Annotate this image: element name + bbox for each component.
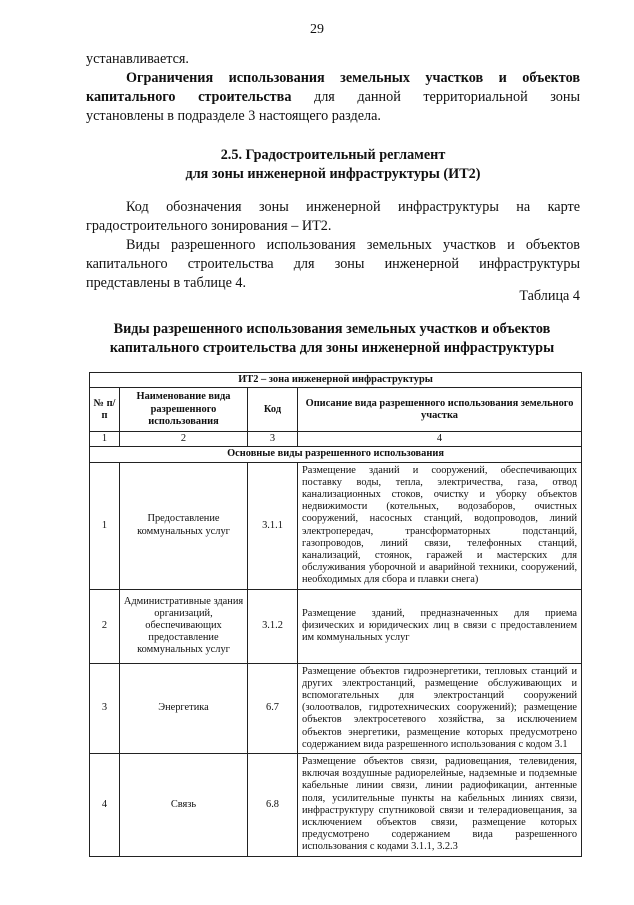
- row-name: Административные здания организаций, обеспечивающих предоставление коммунальных услуг: [120, 589, 248, 663]
- section-title-line-1: 2.5. Градостроительный регламент: [220, 147, 446, 163]
- restrictions-line-3: установлены в подразделе 3 настоящего раздела.: [86, 108, 381, 124]
- col-number: 1: [90, 432, 120, 447]
- row-code: 3.1.2: [248, 589, 298, 663]
- section-title-line-2: для зоны инженерной инфраструктуры (ИТ2): [185, 166, 481, 182]
- section-title: [86, 146, 580, 184]
- row-desc: Размещение зданий, предназначенных для приема физических и юридических лиц в связи с предоставлением им коммунальных услуг: [298, 589, 582, 663]
- restrictions-bold-part: капитального строительства: [86, 89, 292, 105]
- restrictions-line-2: [86, 88, 580, 107]
- permitted-uses-table: [89, 372, 582, 857]
- table-title-line-2: капитального строительства для зоны инженерной инфраструктуры: [109, 340, 555, 356]
- row-code: 6.7: [248, 663, 298, 753]
- row-desc: Размещение объектов связи, радиовещания, телевидения, включая воздушные радиорелейные, надземные и подземные кабельные линии связи, линии радиофикации, антенные поля, усилительные пункты на кабельных линиях связи, инфраструктуру спутниковой связи и телерадиовещания, за исключением объектов связи, размещение которых предусмотрено содержанием вида разрешенного использования с кодами 3.1.1, 3.2.3: [298, 754, 582, 857]
- col-header-desc: Описание вида разрешенного использования земельного участка: [298, 388, 582, 432]
- code-line-2: градостроительного зонирования – ИТ2.: [86, 218, 332, 234]
- uses-line-1: Виды разрешенного использования земельных участков и объектов: [126, 237, 580, 253]
- page-number: 29: [310, 22, 324, 37]
- table-title-line-1: Виды разрешенного использования земельных участков и объектов: [113, 321, 551, 337]
- row-name: Связь: [120, 754, 248, 857]
- restrictions-line-1: Ограничения использования земельных участков и объектов: [126, 70, 580, 86]
- uses-line-3: представлены в таблице 4.: [86, 275, 247, 291]
- table-label: Таблица 4: [519, 288, 580, 304]
- uses-line-2: капитального строительства для зоны инженерной инфраструктуры: [86, 256, 580, 272]
- table-row: [90, 754, 582, 857]
- table-row: [90, 663, 582, 753]
- row-num: 1: [90, 462, 120, 589]
- row-num: 4: [90, 754, 120, 857]
- row-name: Энергетика: [120, 663, 248, 753]
- code-line-1: Код обозначения зоны инженерной инфраструктуры на карте: [126, 199, 580, 215]
- row-code: 6.8: [248, 754, 298, 857]
- col-header-code: Код: [248, 388, 298, 432]
- col-number: 2: [120, 432, 248, 447]
- intro-line: устанавливается.: [86, 51, 189, 67]
- col-number: 3: [248, 432, 298, 447]
- table-row: [90, 589, 582, 663]
- col-number: 4: [298, 432, 582, 447]
- row-desc: Размещение зданий и сооружений, обеспечивающих поставку воды, тепла, электричества, газа, отвод канализационных стоков, очистку и уборку объектов недвижимости (котельных, водозаборов, очистных сооружений, насосных станций, водопроводов, линий электропередач, трансформаторных подстанций, газопроводов, линий связи, телефонных станций, канализаций, стоянок, гаражей и мастерских для обслуживания уборочной и аварийной техники, сооружений, необходимых для сбора и плавки снега): [298, 462, 582, 589]
- row-num: 2: [90, 589, 120, 663]
- row-num: 3: [90, 663, 120, 753]
- uses-paragraph: [86, 236, 580, 293]
- intro-block: [86, 50, 580, 126]
- restrictions-rest: для данной территориальной зоны: [291, 89, 580, 105]
- group-header: Основные виды разрешенного использования: [90, 447, 582, 462]
- zone-header: ИТ2 – зона инженерной инфраструктуры: [90, 373, 582, 388]
- table-row: [90, 462, 582, 589]
- code-paragraph: [86, 198, 580, 236]
- row-name: Предоставление коммунальных услуг: [120, 462, 248, 589]
- table-title: [80, 320, 584, 358]
- col-header-name: Наименование вида разрешенного использования: [120, 388, 248, 432]
- row-desc: Размещение объектов гидроэнергетики, тепловых станций и других электростанций, размещение обслуживающих и вспомогательных для электростанций сооружений (золоотвалов, гидротехнических сооружений); размещение объектов электросетевого хозяйства, за исключением объектов энергетики, размещение которых предусмотрено содержанием вида разрешенного использования с кодом 3.1: [298, 663, 582, 753]
- col-header-num: № п/п: [90, 388, 120, 432]
- row-code: 3.1.1: [248, 462, 298, 589]
